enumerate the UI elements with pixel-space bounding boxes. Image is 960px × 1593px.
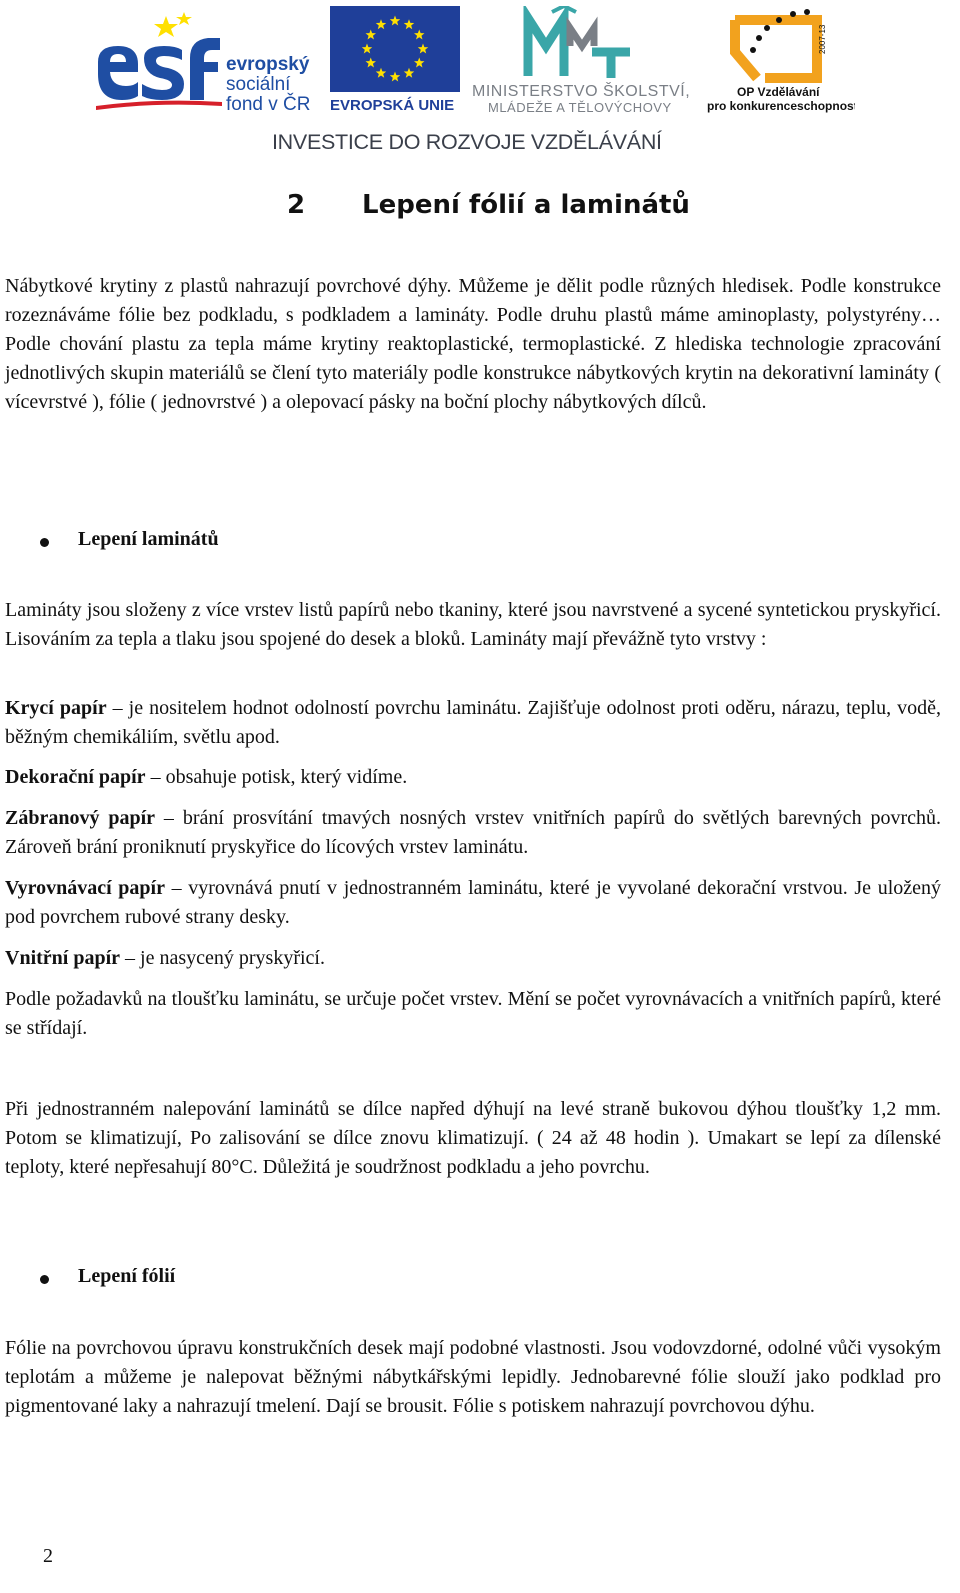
esf-line1: evropský bbox=[226, 54, 310, 75]
page-number: 2 bbox=[43, 1545, 53, 1567]
op-years: 2007-13 bbox=[818, 24, 827, 54]
msmt-line1: MINISTERSTVO ŠKOLSTVÍ, bbox=[472, 83, 691, 100]
bullet-dot-icon bbox=[40, 1275, 49, 1284]
bullet-dot-icon bbox=[40, 538, 49, 547]
layer-item-vnitrni bbox=[5, 944, 941, 973]
esf-line2: sociální bbox=[226, 74, 291, 95]
layer-term: Vyrovnávací papír bbox=[5, 877, 165, 899]
msmt-logo bbox=[470, 6, 695, 114]
layer-term: Dekorační papír bbox=[5, 766, 146, 788]
layer-desc: vyrovnává pnutí v jednostranném laminátu, které je vyvolané dekorační vrstvou. Je uložený pod povrchem rubové strany desky. bbox=[5, 877, 941, 928]
layer-term: Krycí papír bbox=[5, 697, 107, 719]
bullet-label: Lepení laminátů bbox=[78, 528, 219, 550]
layer-desc: obsahuje potisk, který vidíme. bbox=[165, 766, 408, 788]
layer-sep: – bbox=[145, 766, 166, 788]
eu-label: EVROPSKÁ UNIE bbox=[330, 97, 455, 114]
layer-desc: brání prosvítání tmavých nosných vrstev vnitřních papírů do světlých barevných povrchů. Zároveň brání proniknutí pryskyřice do lícových vrstev laminátu. bbox=[5, 807, 941, 858]
layer-term: Zábranový papír bbox=[5, 807, 156, 829]
laminates-paragraph: Lamináty jsou složeny z více vrstev listů papírů nebo tkaniny, které jsou navrstvené a sycené syntetickou pryskyřicí. Lisováním za tepla a tlaku jsou spojené do desek a bloků. Lamináty mají převážně tyto vrstvy : bbox=[5, 599, 941, 650]
op-line2: pro konkurenceschopnost bbox=[707, 99, 855, 113]
esf-line3: fond v ČR bbox=[226, 94, 311, 114]
thickness-paragraph: Podle požadavků na tloušťku laminátu, se určuje počet vrstev. Mění se počet vyrovnávacích a vnitřních papírů, které se střídají. bbox=[5, 988, 941, 1039]
eu-flag-logo bbox=[330, 6, 460, 114]
layer-item-dekoracni bbox=[5, 763, 941, 792]
layer-sep: – bbox=[165, 877, 189, 899]
layer-sep: – bbox=[120, 947, 141, 969]
layer-desc: je nositelem hodnot odolností povrchu laminátu. Zajišťuje odolnost proti oděru, nárazu, teplu, vodě, běžným chemikáliím, světlu apod. bbox=[5, 697, 942, 748]
layer-desc: je nasycený pryskyřicí. bbox=[140, 947, 325, 969]
layer-sep: – bbox=[106, 697, 129, 719]
layer-sep: – bbox=[155, 807, 183, 829]
layer-item-kryci bbox=[5, 694, 941, 752]
bullet-label: Lepení fólií bbox=[78, 1265, 176, 1287]
op-line1: OP Vzdělávání bbox=[737, 85, 820, 99]
msmt-line2: MLÁDEŽE A TĚLOVÝCHOVY bbox=[488, 100, 672, 114]
header-tagline: INVESTICE DO ROZVOJE VZDĚLÁVÁNÍ bbox=[272, 130, 662, 154]
layer-term: Vnitřní papír bbox=[5, 947, 121, 969]
intro-paragraph: Nábytkové krytiny z plastů nahrazují povrchové dýhy. Můžeme je dělit podle různých hledisek. Podle konstrukce rozeznáváme fólie bez podkladu, s podkladem a lamináty. Podle druhu plastů máme aminoplasty, polystyrény…Podle chování plastu za tepla máme krytiny reaktoplastické, termoplastické. Z hlediska technologie zpracování jednotlivých skupin materiálů se člení tyto materiály podle konstrukce nábytkových krytin na dekorativní lamináty ( vícevrstvé ), fólie ( jednovrstvé ) a olepovací pásky na boční plochy nábytkových dílců. bbox=[5, 275, 941, 413]
esf-logo bbox=[96, 6, 318, 114]
one-side-paragraph: Při jednostranném nalepování laminátů se dílce napřed dýhují na levé straně bukovou dýhou tloušťky 1,2 mm. Potom se klimatizují, Po zalisování se dílce znovu klimatizují. ( 24 až 48 hodin ). Umakart se lepí za dílenské teploty, které nepřesahují 80°C. Důležitá je soudržnost podkladu a jeho povrchu. bbox=[5, 1098, 941, 1178]
layer-item-vyrovnavaci bbox=[5, 874, 941, 932]
chapter-number: 2 bbox=[287, 190, 306, 220]
layer-item-zabranovy bbox=[5, 804, 941, 862]
foils-paragraph: Fólie na povrchovou úpravu konstrukčních desek mají podobné vlastnosti. Jsou vodovzdorné, odolné vůči vysokým teplotám a můžeme je nalepovat běžnými nábytkářskými lepidly. Jednobarevné fólie slouží jako podklad pro pigmentované laky a nahrazují tmelení. Dají se brousit. Fólie s potiskem nahrazují povrchovou dýhu. bbox=[5, 1337, 941, 1417]
op-logo bbox=[705, 6, 855, 114]
chapter-title: Lepení fólií a laminátů bbox=[362, 190, 690, 220]
